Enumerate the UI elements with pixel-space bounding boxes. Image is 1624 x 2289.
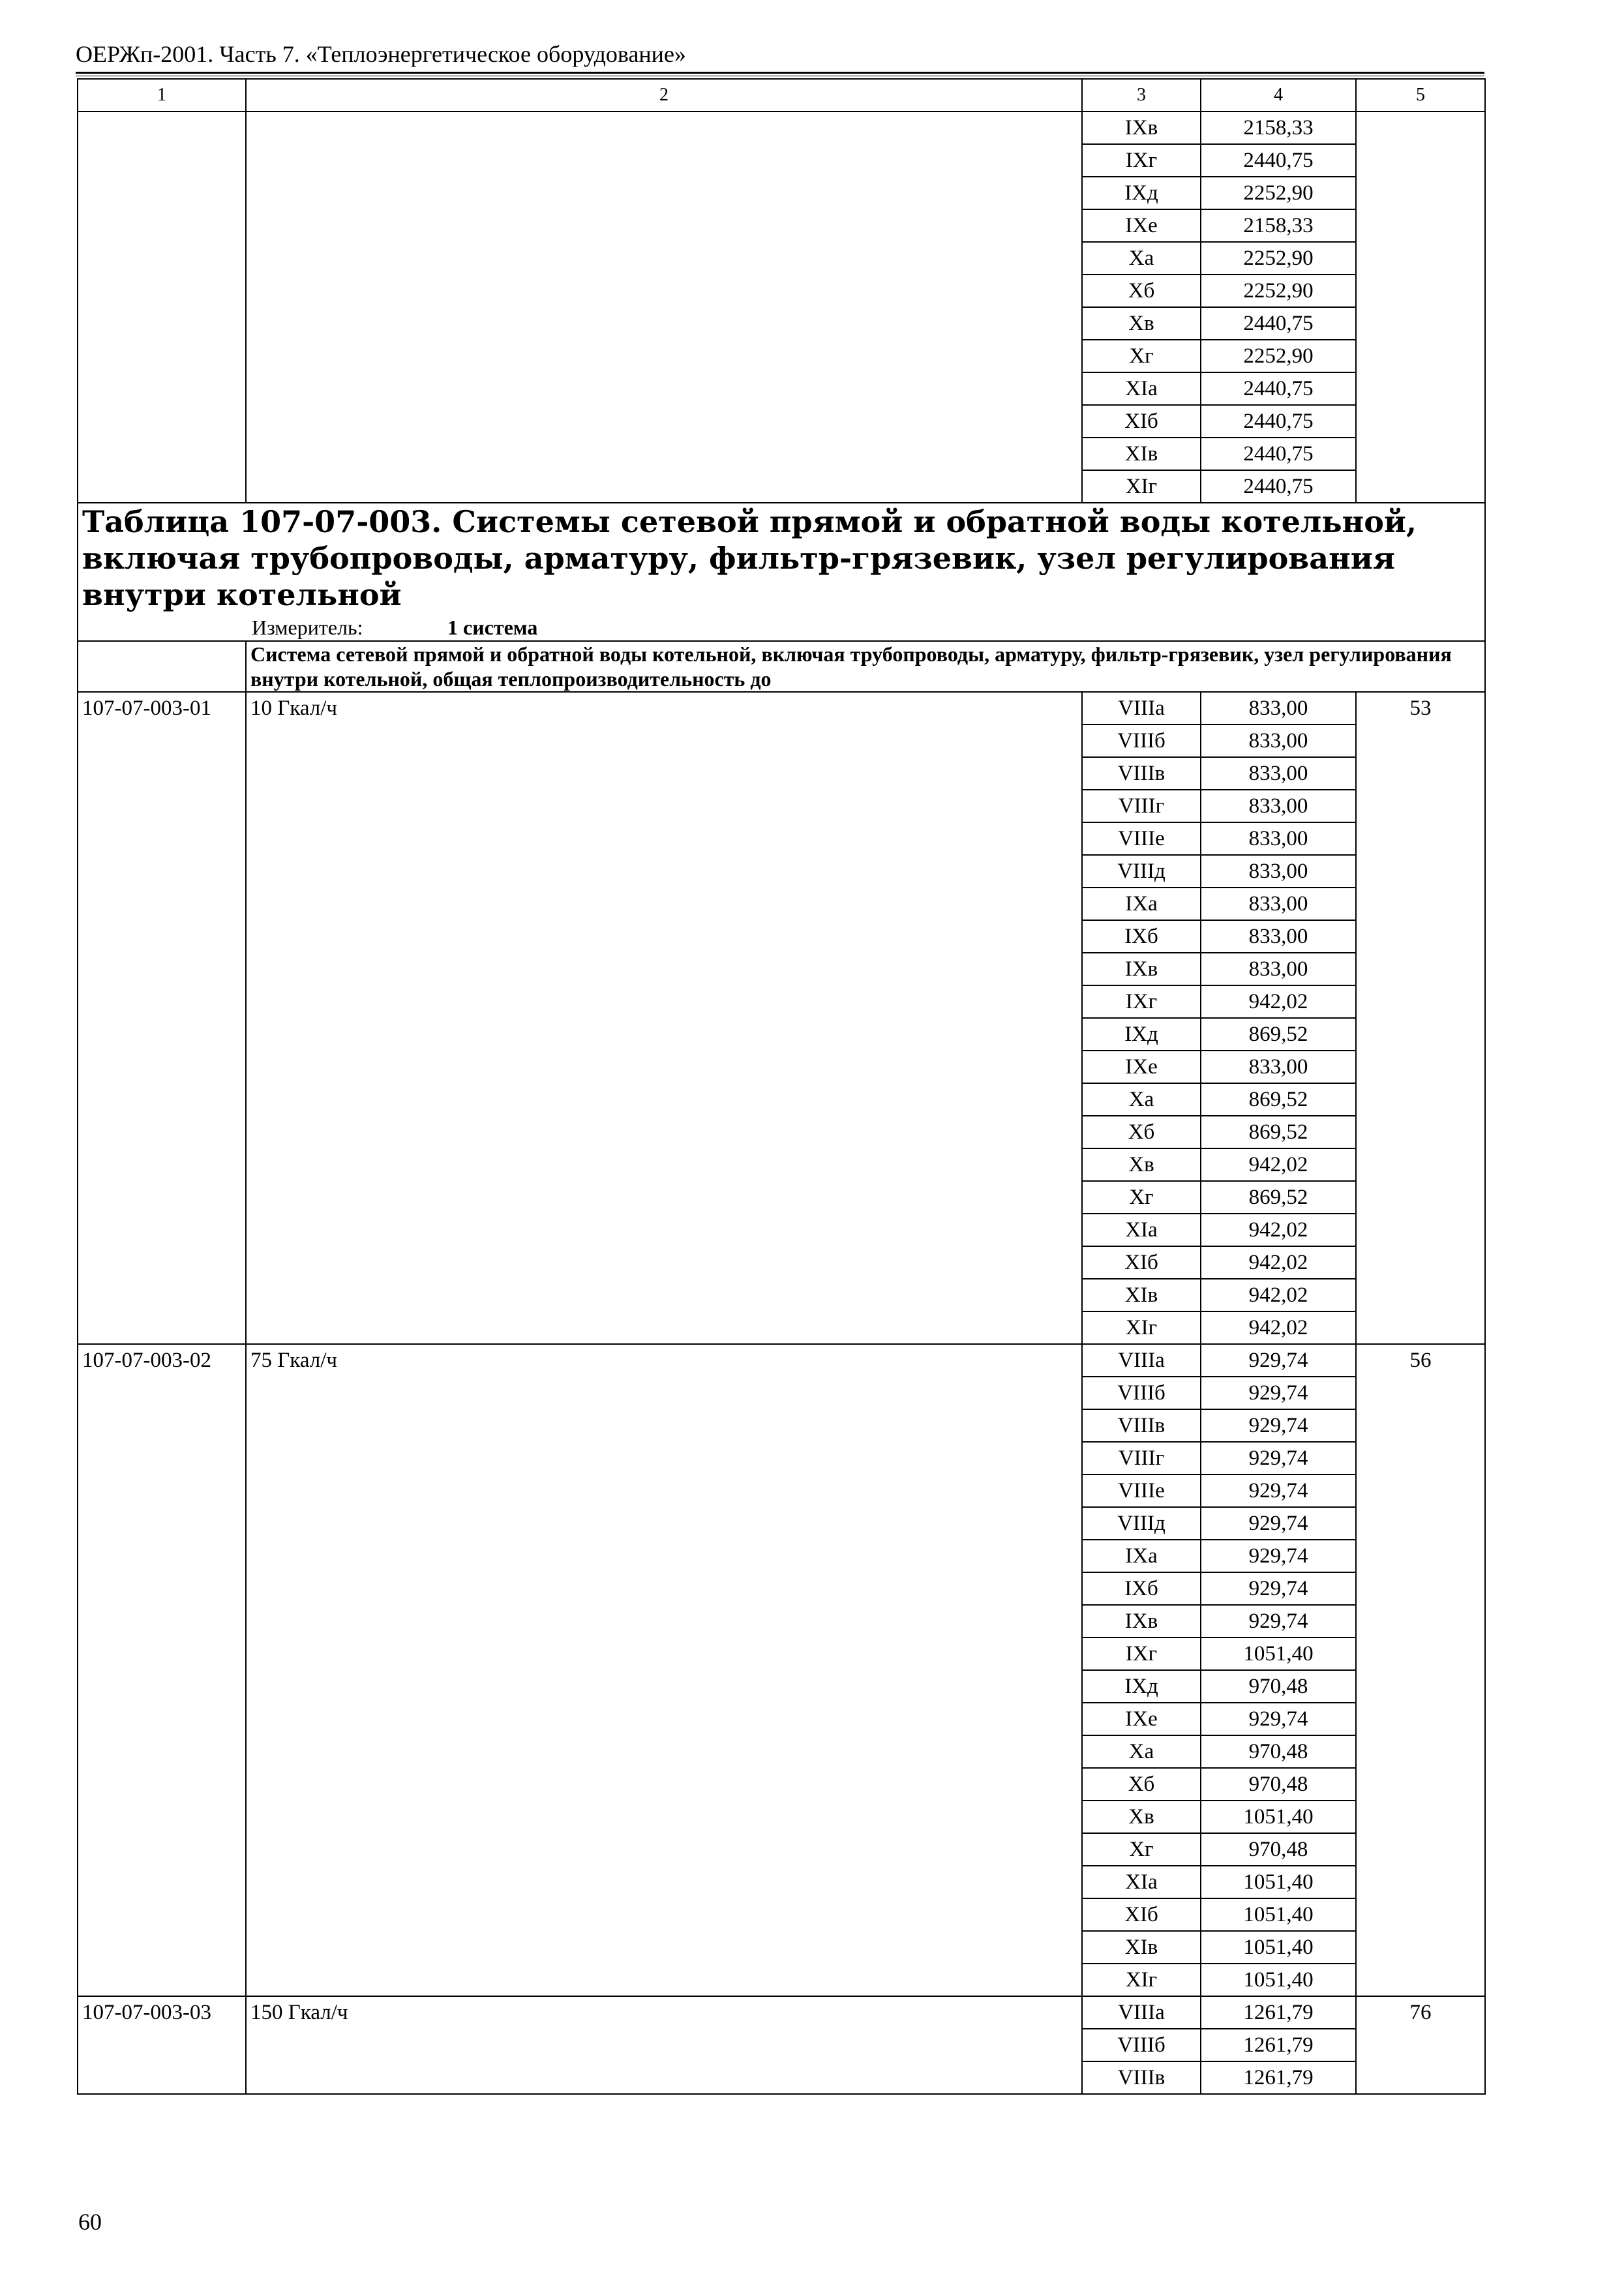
price-cell: 942,02 xyxy=(1201,1214,1356,1246)
zone-cell: IXд xyxy=(1082,177,1201,209)
zone-cell: Xб xyxy=(1082,1768,1201,1801)
column-number: 2 xyxy=(246,79,1082,112)
group-code-empty xyxy=(78,641,246,692)
zone-cell: IXе xyxy=(1082,1051,1201,1083)
zone-cell: IXб xyxy=(1082,1572,1201,1605)
zone-cell: VIIIа xyxy=(1082,1344,1201,1377)
price-cell: 2158,33 xyxy=(1201,209,1356,242)
zone-cell: XIг xyxy=(1082,470,1201,503)
price-table xyxy=(77,78,1486,2095)
zone-cell: VIIIв xyxy=(1082,757,1201,790)
header-rule xyxy=(76,72,1484,74)
zone-cell: IXе xyxy=(1082,1703,1201,1735)
price-cell: 970,48 xyxy=(1201,1768,1356,1801)
item-ref: 56 xyxy=(1356,1344,1485,1996)
column-number: 1 xyxy=(78,79,246,112)
price-cell: 869,52 xyxy=(1201,1181,1356,1214)
item-name: 150 Гкал/ч xyxy=(246,1996,1082,2094)
zone-cell: XIа xyxy=(1082,1866,1201,1898)
zone-cell: XIв xyxy=(1082,1279,1201,1311)
zone-cell: XIб xyxy=(1082,1898,1201,1931)
column-number: 3 xyxy=(1082,79,1201,112)
price-cell: 833,00 xyxy=(1201,920,1356,953)
zone-cell: VIIIг xyxy=(1082,790,1201,822)
zone-cell: IXв xyxy=(1082,953,1201,985)
zone-cell: Xб xyxy=(1082,1116,1201,1148)
price-cell: 2440,75 xyxy=(1201,405,1356,438)
price-cell: 942,02 xyxy=(1201,1279,1356,1311)
zone-cell: VIIIв xyxy=(1082,2061,1201,2094)
price-cell: 942,02 xyxy=(1201,1246,1356,1279)
zone-cell: Xв xyxy=(1082,1801,1201,1833)
price-cell: 2252,90 xyxy=(1201,242,1356,275)
price-table-body xyxy=(78,79,1485,2094)
zone-cell: IXе xyxy=(1082,209,1201,242)
table-row xyxy=(78,692,1485,725)
price-cell: 2252,90 xyxy=(1201,340,1356,372)
zone-cell: VIIIд xyxy=(1082,855,1201,888)
zone-cell: IXб xyxy=(1082,920,1201,953)
price-cell: 942,02 xyxy=(1201,1311,1356,1344)
ref-cell-empty xyxy=(1356,112,1485,503)
zone-cell: VIIIб xyxy=(1082,725,1201,757)
group-title: Система сетевой прямой и обратной воды котельной, включая трубопроводы, арматуру, фильтр-грязевик, узел регулирования внутри котельной, общая теплопроизводительность до xyxy=(246,641,1485,692)
price-cell: 970,48 xyxy=(1201,1833,1356,1866)
column-number: 4 xyxy=(1201,79,1356,112)
item-code: 107-07-003-03 xyxy=(78,1996,246,2094)
price-cell: 1051,40 xyxy=(1201,1801,1356,1833)
zone-cell: XIв xyxy=(1082,1931,1201,1964)
zone-cell: IXв xyxy=(1082,1605,1201,1638)
price-cell: 929,74 xyxy=(1201,1442,1356,1474)
price-cell: 929,74 xyxy=(1201,1703,1356,1735)
zone-cell: Xг xyxy=(1082,1181,1201,1214)
price-cell: 1051,40 xyxy=(1201,1638,1356,1670)
price-cell: 833,00 xyxy=(1201,855,1356,888)
price-cell: 833,00 xyxy=(1201,1051,1356,1083)
price-cell: 2440,75 xyxy=(1201,372,1356,405)
zone-cell: XIг xyxy=(1082,1311,1201,1344)
price-cell: 929,74 xyxy=(1201,1344,1356,1377)
table-row xyxy=(78,112,1485,144)
zone-cell: Xв xyxy=(1082,307,1201,340)
zone-cell: Xб xyxy=(1082,275,1201,307)
zone-cell: IXд xyxy=(1082,1670,1201,1703)
page-number: 60 xyxy=(78,2209,102,2235)
group-heading-row xyxy=(78,641,1485,692)
price-cell: 869,52 xyxy=(1201,1116,1356,1148)
price-cell: 929,74 xyxy=(1201,1474,1356,1507)
price-cell: 833,00 xyxy=(1201,888,1356,920)
item-code: 107-07-003-02 xyxy=(78,1344,246,1996)
price-cell: 970,48 xyxy=(1201,1735,1356,1768)
zone-cell: IXа xyxy=(1082,1540,1201,1572)
zone-cell: IXг xyxy=(1082,1638,1201,1670)
zone-cell: VIIIг xyxy=(1082,1442,1201,1474)
price-cell: 2252,90 xyxy=(1201,177,1356,209)
price-cell: 942,02 xyxy=(1201,1148,1356,1181)
zone-cell: Xг xyxy=(1082,1833,1201,1866)
price-cell: 2158,33 xyxy=(1201,112,1356,144)
zone-cell: Xв xyxy=(1082,1148,1201,1181)
zone-cell: Xа xyxy=(1082,1083,1201,1116)
zone-cell: XIг xyxy=(1082,1964,1201,1996)
price-cell: 1051,40 xyxy=(1201,1898,1356,1931)
price-cell: 1051,40 xyxy=(1201,1866,1356,1898)
table-title: Таблица 107-07-003. Системы сетевой прямой и обратной воды котельной, включая трубопроводы, арматуру, фильтр-грязевик, узел регулирования внутри котельной xyxy=(82,504,1417,612)
item-ref: 53 xyxy=(1356,692,1485,1344)
zone-cell: IXв xyxy=(1082,112,1201,144)
zone-cell: VIIIд xyxy=(1082,1507,1201,1540)
price-cell: 869,52 xyxy=(1201,1083,1356,1116)
item-code: 107-07-003-01 xyxy=(78,692,246,1344)
price-cell: 833,00 xyxy=(1201,822,1356,855)
zone-cell: XIб xyxy=(1082,405,1201,438)
meter-value: 1 система xyxy=(447,616,538,639)
zone-cell: Xа xyxy=(1082,242,1201,275)
price-cell: 2440,75 xyxy=(1201,438,1356,470)
price-cell: 929,74 xyxy=(1201,1377,1356,1409)
zone-cell: IXг xyxy=(1082,144,1201,177)
zone-cell: VIIIа xyxy=(1082,692,1201,725)
price-cell: 942,02 xyxy=(1201,985,1356,1018)
price-cell: 2252,90 xyxy=(1201,275,1356,307)
item-name: 75 Гкал/ч xyxy=(246,1344,1082,1996)
code-cell-empty xyxy=(78,112,246,503)
zone-cell: XIб xyxy=(1082,1246,1201,1279)
meter-label: Измеритель: xyxy=(252,616,363,639)
item-name: 10 Гкал/ч xyxy=(246,692,1082,1344)
price-cell: 833,00 xyxy=(1201,790,1356,822)
zone-cell: VIIIв xyxy=(1082,1409,1201,1442)
price-cell: 1051,40 xyxy=(1201,1931,1356,1964)
price-cell: 970,48 xyxy=(1201,1670,1356,1703)
column-number: 5 xyxy=(1356,79,1485,112)
price-cell: 929,74 xyxy=(1201,1540,1356,1572)
zone-cell: VIIIб xyxy=(1082,2029,1201,2061)
table-title-cell xyxy=(78,503,1485,641)
price-cell: 869,52 xyxy=(1201,1018,1356,1051)
zone-cell: VIIIа xyxy=(1082,1996,1201,2029)
meter-line xyxy=(82,614,1481,640)
zone-cell: XIа xyxy=(1082,372,1201,405)
zone-cell: Xа xyxy=(1082,1735,1201,1768)
price-cell: 1051,40 xyxy=(1201,1964,1356,1996)
price-cell: 1261,79 xyxy=(1201,1996,1356,2029)
price-cell: 833,00 xyxy=(1201,953,1356,985)
price-cell: 2440,75 xyxy=(1201,470,1356,503)
zone-cell: XIв xyxy=(1082,438,1201,470)
price-cell: 929,74 xyxy=(1201,1507,1356,1540)
zone-cell: IXд xyxy=(1082,1018,1201,1051)
price-cell: 2440,75 xyxy=(1201,144,1356,177)
price-cell: 833,00 xyxy=(1201,692,1356,725)
table-title-row xyxy=(78,503,1485,641)
desc-cell-empty xyxy=(246,112,1082,503)
column-numbers-row xyxy=(78,79,1485,112)
zone-cell: VIIIб xyxy=(1082,1377,1201,1409)
zone-cell: Xг xyxy=(1082,340,1201,372)
zone-cell: IXг xyxy=(1082,985,1201,1018)
price-cell: 929,74 xyxy=(1201,1605,1356,1638)
zone-cell: VIIIе xyxy=(1082,822,1201,855)
price-cell: 833,00 xyxy=(1201,757,1356,790)
zone-cell: XIа xyxy=(1082,1214,1201,1246)
item-ref: 76 xyxy=(1356,1996,1485,2094)
zone-cell: IXа xyxy=(1082,888,1201,920)
zone-cell: VIIIе xyxy=(1082,1474,1201,1507)
price-cell: 929,74 xyxy=(1201,1572,1356,1605)
price-cell: 2440,75 xyxy=(1201,307,1356,340)
price-cell: 833,00 xyxy=(1201,725,1356,757)
table-row xyxy=(78,1344,1485,1377)
price-cell: 929,74 xyxy=(1201,1409,1356,1442)
page-header-title: ОЕРЖп-2001. Часть 7. «Теплоэнергетическое оборудование» xyxy=(76,41,686,67)
table-row xyxy=(78,1996,1485,2029)
price-cell: 1261,79 xyxy=(1201,2061,1356,2094)
price-cell: 1261,79 xyxy=(1201,2029,1356,2061)
